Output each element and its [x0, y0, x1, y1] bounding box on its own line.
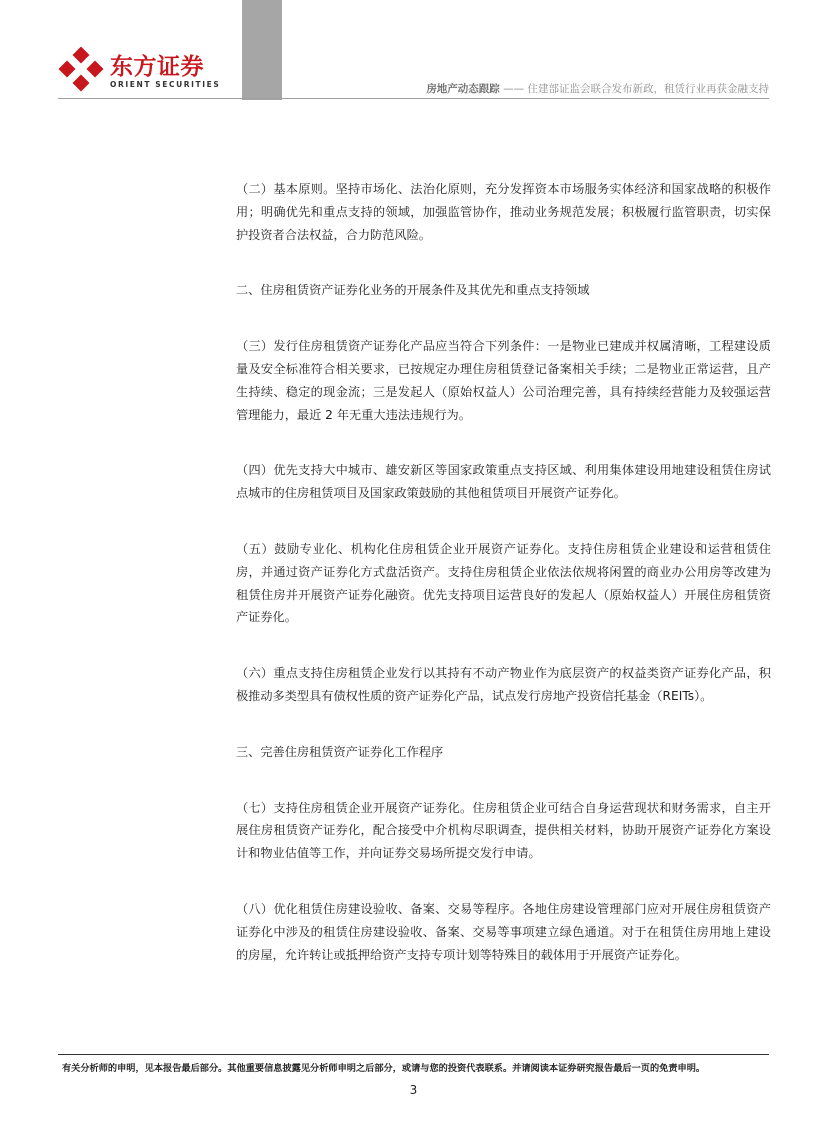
logo-chinese-name: 东方证券 — [110, 54, 204, 80]
footer-rule — [58, 1054, 769, 1055]
body-content — [236, 178, 771, 999]
header-decor-block — [242, 0, 282, 100]
header-rule — [58, 98, 769, 99]
paragraph-reits: （六）重点支持住房租赁企业发行以其持有不动产物业作为底层资产的权益类资产证券化产品，积极推动多类型具有债权性质的资产证券化产品，试点发行房地产投资信托基金（REITs）。 — [236, 666, 771, 703]
company-logo — [58, 44, 228, 94]
running-header — [426, 81, 769, 96]
logo-english-name: ORIENT SECURITIES — [110, 80, 221, 89]
paragraph-encourage-enterprises: （五）鼓励专业化、机构化住房租赁企业开展资产证券化。支持住房租赁企业建设和运营租赁住房，并通过资产证券化方式盘活资产。支持住房租赁企业依法依规将闲置的商业办公用房等改建为租赁住房并开展资产证券化融资。优先支持项目运营良好的发起人（原始权益人）开展住房租赁资产证券化。 — [236, 541, 771, 625]
page-number: 3 — [409, 1083, 418, 1097]
paragraph-optimize-procedures: （八）优化租赁住房建设验收、备案、交易等程序。各地住房建设管理部门应对开展住房租赁资产证券化中涉及的租赁住房建设验收、备案、交易等事项建立绿色通道。对于在租赁住房用地上建设的房屋，允许转让或抵押给资产支持专项计划等特殊目的载体用于开展资产证券化。 — [236, 901, 771, 962]
header-subtitle: 住建部证监会联合发布新政，租赁行业再获金融支持 — [527, 83, 769, 95]
footer-disclaimer: 有关分析师的申明，见本报告最后部分。其他重要信息披露见分析师申明之后部分，或请与您的投资代表联系。并请阅读本证券研究报告最后一页的免责申明。 — [62, 1063, 706, 1074]
section-heading-2: 二、住房租赁资产证券化业务的开展条件及其优先和重点支持领域 — [236, 283, 590, 298]
paragraph-issuance-conditions: （三）发行住房租赁资产证券化产品应当符合下列条件：一是物业已建成并权属清晰，工程建设质量及安全标准符合相关要求，已按规定办理住房租赁登记备案相关手续；二是物业正常运营，且产生持续、稳定的现金流；三是发起人（原始权益人）公司治理完善，具有持续经营能力及较强运营管理能力，最近 2 年无重大违法违规行为。 — [236, 339, 771, 422]
paragraph-priority-regions: （四）优先支持大中城市、雄安新区等国家政策重点支持区域、利用集体建设用地建设租赁住房试点城市的住房租赁项目及国家政策鼓励的其他租赁项目开展资产证券化。 — [236, 463, 771, 501]
orient-logo-icon — [58, 47, 104, 93]
header-separator: —— — [503, 83, 525, 95]
section-heading-3: 三、完善住房租赁资产证券化工作程序 — [236, 744, 444, 759]
paragraph-support-securitization: （七）支持住房租赁企业开展资产证券化。住房租赁企业可结合自身运营现状和财务需求，自主开展住房租赁资产证券化，配合接受中介机构尽职调查，提供相关材料，协助开展资产证券化方案设计和物业估值等工作，并向证券交易场所提交发行申请。 — [236, 800, 771, 861]
paragraph-basic-principles: （二）基本原则。坚持市场化、法治化原则，充分发挥资本市场服务实体经济和国家战略的积极作用；明确优先和重点支持的领域，加强监管协作，推动业务规范发展；积极履行监管职责，切实保护投资者合法权益，合力防范风险。 — [236, 182, 771, 242]
header-section: 房地产动态跟踪 — [426, 83, 500, 95]
